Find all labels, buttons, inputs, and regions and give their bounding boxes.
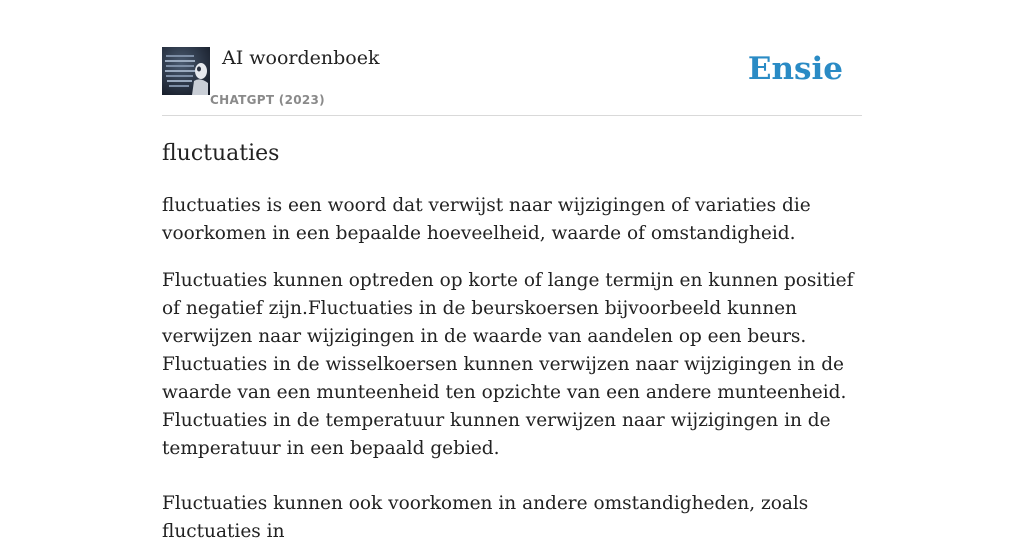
entry-paragraph: fluctuaties is een woord dat verwijst naar wijzigingen of variaties die voorkomen in een bepaalde hoeveelheid, waarde of omstandigheid. [162,195,811,244]
source-meta: CHATGPT (2023) [210,93,325,107]
robot-avatar-icon[interactable] [162,47,210,95]
entry-paragraph: Fluctuaties kunnen optreden op korte of lange termijn en kunnen positief of negatief zijn.Fluctuaties in de beurskoersen bijvoorbeeld kunnen verwijzen naar wijzigingen in de waarde van aandelen op een beurs. Fluctuaties in de wisselkoersen kunnen verwijzen naar wijzigingen in de waarde van een munteenheid ten opzichte van een andere munteenheid. Fluctuaties in de temperatuur kunnen verwijzen naar wijzigingen in de temperatuur in een bepaald gebied. [162,270,854,459]
source-header [162,47,862,116]
source-name[interactable]: AI woordenboek [222,47,380,69]
entry-term: fluctuaties [162,141,280,166]
entry-body [162,192,862,546]
entry-paragraph: Fluctuaties kunnen ook voorkomen in andere omstandigheden, zoals fluctuaties in [162,493,809,542]
brand-logo[interactable]: Ensie [747,51,843,87]
